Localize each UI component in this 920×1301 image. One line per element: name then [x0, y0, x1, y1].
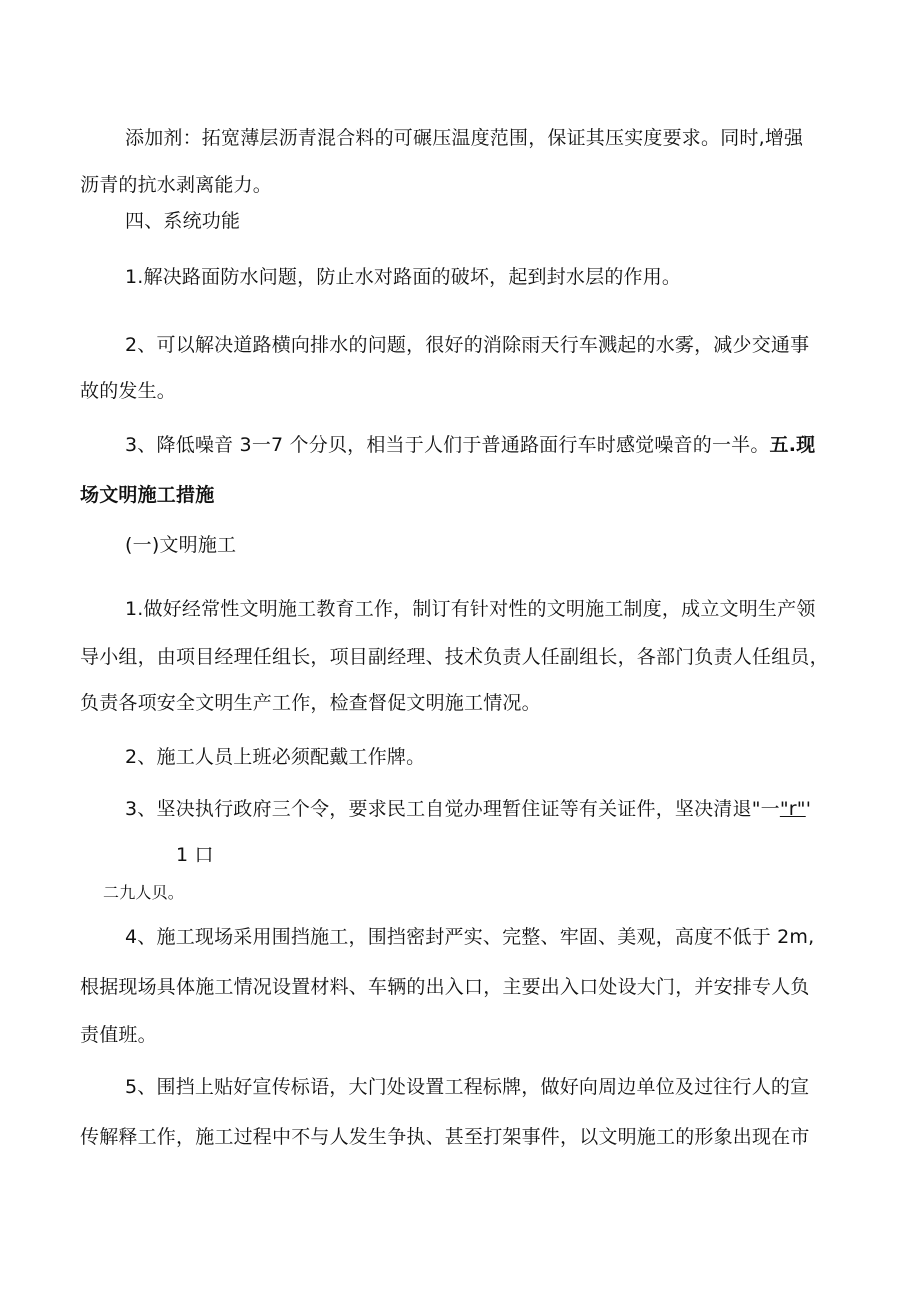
text-line: 2、可以解决道路横向排水的问题，很好的消除雨天行车溅起的水雾，减少交通事 [125, 334, 810, 356]
text-line: 故的发生。 [80, 380, 177, 402]
text-line [125, 432, 815, 458]
text-line: 二九人贝。 [103, 883, 185, 902]
text-line: 4、施工现场采用围挡施工，围挡密封严实、完整、牢固、美观，高度不低于 2m, [125, 926, 815, 948]
text-line [125, 796, 811, 822]
subsection-heading: (一)文明施工 [125, 534, 237, 556]
text-run: 3、坚决执行政府三个令，要求民工自觉办理暂住证等有关证件，坚决清退"一 [125, 798, 780, 820]
text-line: 导小组，由项目经理任组长，项目副经理、技术负责人任副组长，各部门负责人任组员， [80, 646, 829, 668]
text-line: 1.做好经常性文明施工教育工作，制订有针对性的文明施工制度，成立文明生产领 [125, 598, 816, 620]
text-line: 5、围挡上贴好宣传标语，大门处设置工程标牌，做好向周边单位及过往行人的宣 [125, 1076, 810, 1098]
text-line: 根据现场具体施工情况设置材料、车辆的出入口，主要出入口处设大门，并安排专人负 [80, 976, 810, 998]
text-line: 沥青的抗水剥离能力。 [80, 174, 273, 196]
underlined-text: "r" [779, 798, 806, 820]
section-heading-start: 五.现 [769, 434, 816, 456]
text-line: 添加剂：拓宽薄层沥青混合料的可碾压温度范围，保证其压实度要求。同时,增强 [125, 127, 804, 149]
text-line: 2、施工人员上班必须配戴工作牌。 [125, 746, 426, 768]
text-line: 1 口 [176, 844, 214, 866]
section-heading: 四、系统功能 [125, 210, 241, 232]
text-line: 负责各项安全文明生产工作，检查督促文明施工情况。 [80, 692, 541, 714]
text-line: 1.解决路面防水问题，防止水对路面的破坏，起到封水层的作用。 [125, 266, 682, 288]
text-run: ' [805, 798, 812, 820]
section-heading: 场文明施工措施 [80, 484, 215, 506]
text-run: 3、降低噪音 3一7 个分贝，相当于人们于普通路面行车时感觉噪音的一半。 [125, 434, 770, 456]
text-line: 传解释工作，施工过程中不与人发生争执、甚至打架事件，以文明施工的形象出现在市 [80, 1126, 810, 1148]
text-line: 责值班。 [80, 1024, 157, 1046]
